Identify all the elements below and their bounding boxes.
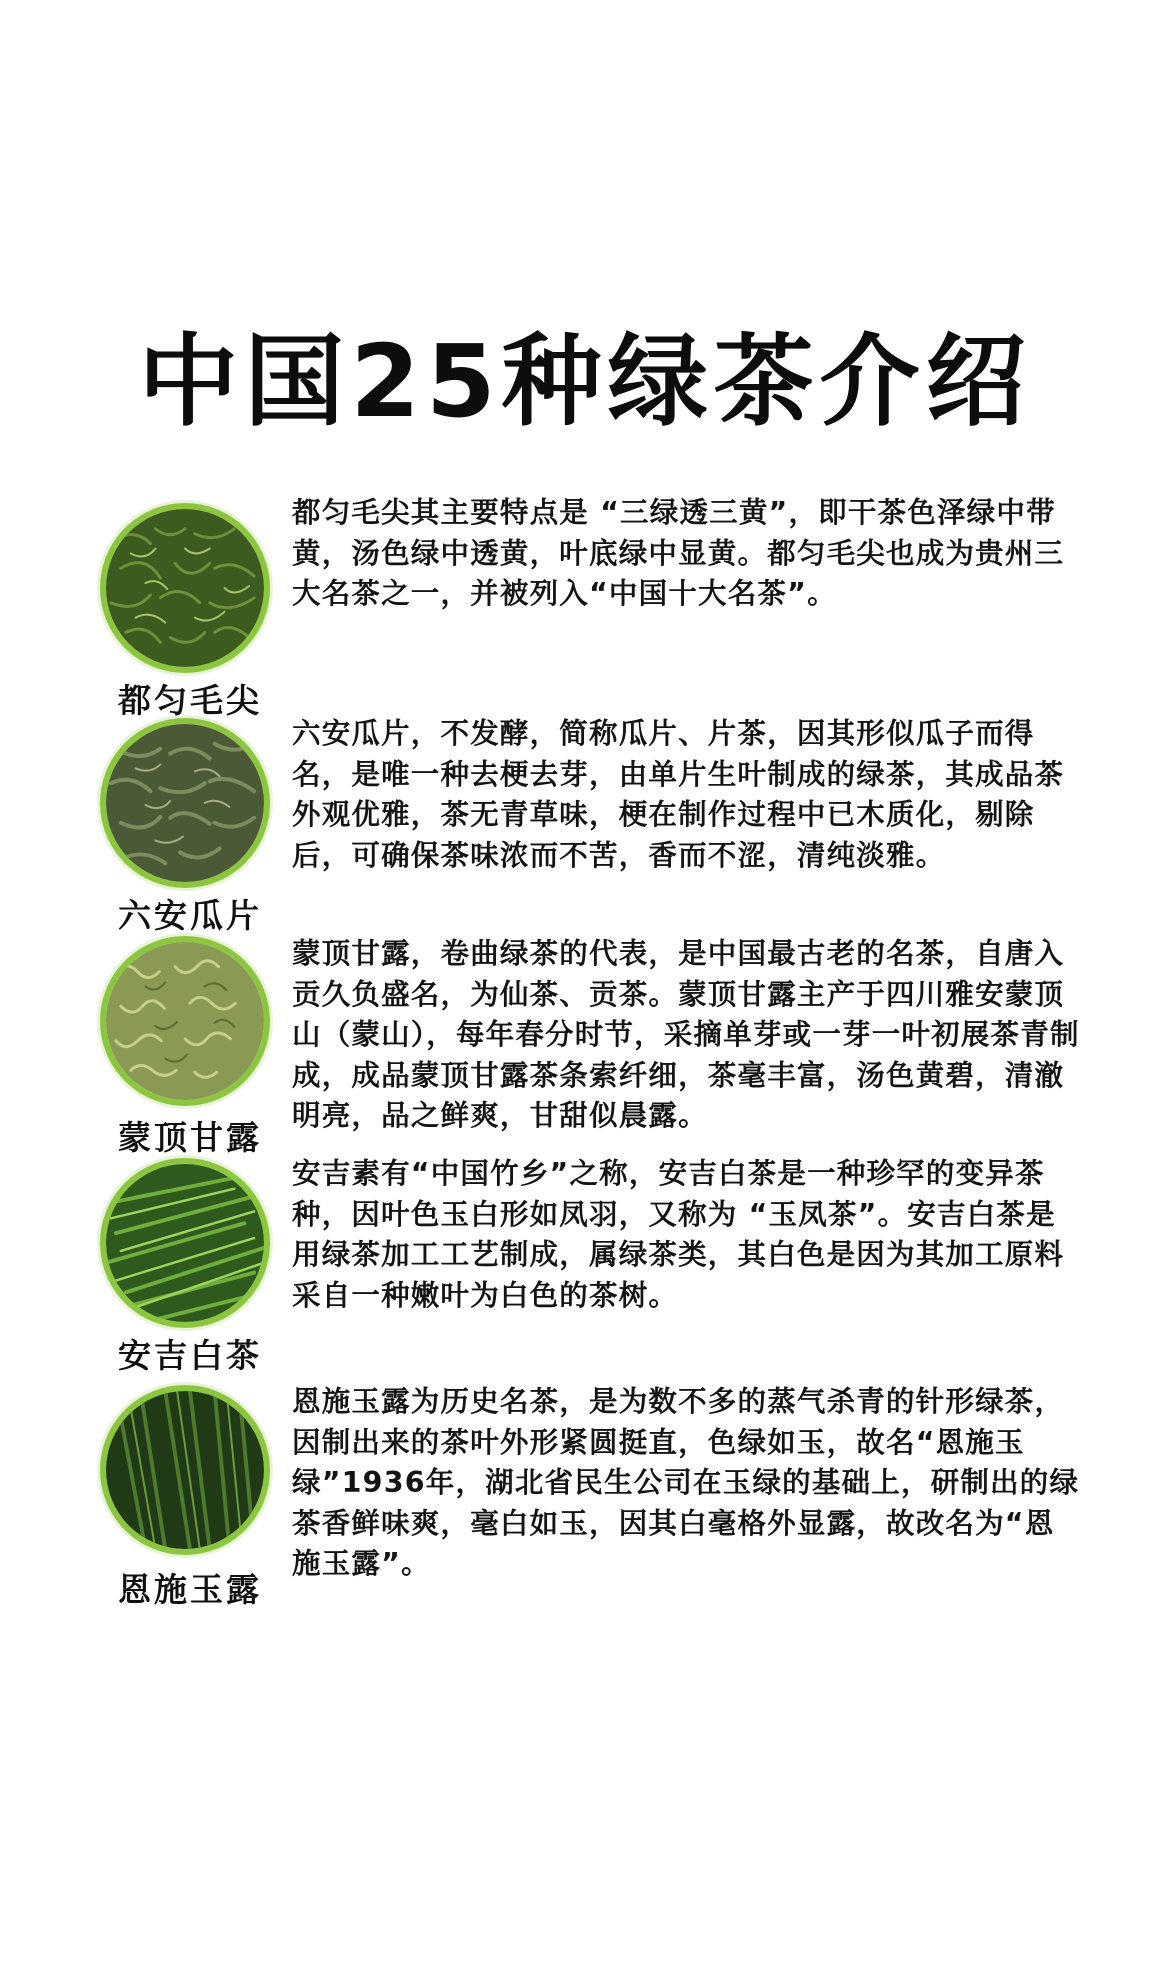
tea-leaf-photo bbox=[100, 503, 270, 673]
tea-description: 都匀毛尖其主要特点是 “三绿透三黄”，即干茶色泽绿中带黄，汤色绿中透黄，叶底绿中显黄。都匀毛尖也成为贵州三大名茶之一，并被列入“中国十大名茶”。 bbox=[292, 496, 1065, 610]
tea-name: 六安瓜片 bbox=[118, 896, 262, 935]
tea-name: 都匀毛尖 bbox=[118, 681, 262, 720]
tea-leaf-photo bbox=[100, 1158, 270, 1328]
tea-name: 恩施玉露 bbox=[118, 1570, 262, 1609]
page-title: 中国25种绿茶介绍 bbox=[138, 323, 1032, 440]
tea-leaves-icon bbox=[106, 724, 264, 882]
tea-description: 蒙顶甘露，卷曲绿茶的代表，是中国最古老的名茶，自唐入贡久负盛名，为仙茶、贡茶。蒙顶甘露主产于四川雅安蒙顶山（蒙山），每年春分时节，采摘单芽或一芽一叶初展茶青制成，成品蒙顶甘露茶条索纤细，茶毫丰富，汤色黄碧，清澈明亮，品之鲜爽，甘甜似晨露。 bbox=[292, 937, 1080, 1132]
tea-leaf-photo bbox=[100, 936, 270, 1106]
tea-leaves-icon bbox=[106, 509, 264, 667]
tea-leaves-icon bbox=[106, 1164, 264, 1322]
tea-leaves-icon bbox=[106, 942, 264, 1100]
tea-leaves-icon bbox=[106, 1391, 264, 1549]
tea-name: 蒙顶甘露 bbox=[118, 1118, 262, 1157]
tea-description: 安吉素有“中国竹乡”之称，安吉白茶是一种珍罕的变异茶种，因叶色玉白形如凤羽，又称为 “玉凤茶”。安吉白茶是用绿茶加工工艺制成，属绿茶类，其白色是因为其加工原料采自一种嫩叶为白色的茶树。 bbox=[292, 1157, 1065, 1312]
tea-name: 安吉白茶 bbox=[118, 1336, 262, 1375]
tea-leaf-photo bbox=[100, 1385, 270, 1555]
tea-description: 恩施玉露为历史名茶，是为数不多的蒸气杀青的针形绿茶，因制出来的茶叶外形紧圆挺直，色绿如玉，故名“恩施玉绿”1936年，湖北省民生公司在玉绿的基础上，研制出的绿茶香鲜味爽，毫白如玉，因其白毫格外显露，故改名为“恩施玉露”。 bbox=[292, 1385, 1080, 1580]
tea-description: 六安瓜片，不发酵，简称瓜片、片茶，因其形似瓜子而得名，是唯一种去梗去芽，由单片生叶制成的绿茶，其成品茶外观优雅，茶无青草味，梗在制作过程中已木质化，剔除后，可确保茶味浓而不苦，香而不涩，清纯淡雅。 bbox=[292, 717, 1065, 872]
tea-leaf-photo bbox=[100, 718, 270, 888]
